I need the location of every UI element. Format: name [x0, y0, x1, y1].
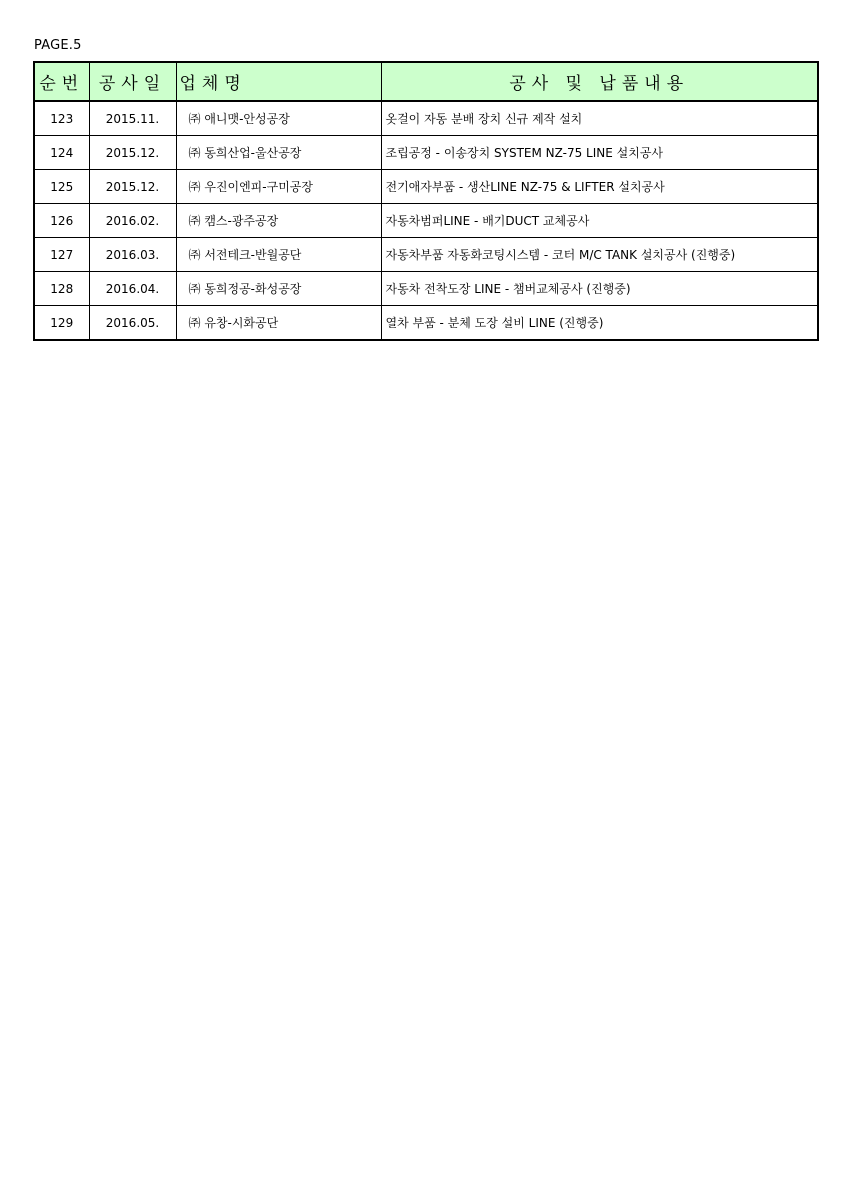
cell-company: ㈜ 서전테크-반월공단 — [176, 238, 381, 272]
page-label: PAGE.5 — [34, 38, 82, 53]
table-row — [34, 136, 818, 170]
cell-company: ㈜ 우진이엔피-구미공장 — [176, 170, 381, 204]
cell-number: 123 — [34, 101, 89, 136]
cell-number: 127 — [34, 238, 89, 272]
cell-date: 2016.02. — [89, 204, 176, 238]
project-records-table — [33, 61, 819, 341]
cell-company: ㈜ 애니맷-안성공장 — [176, 101, 381, 136]
cell-number: 126 — [34, 204, 89, 238]
table-row — [34, 238, 818, 272]
cell-description: 전기애자부품 - 생산LINE NZ-75 & LIFTER 설치공사 — [381, 170, 818, 204]
cell-number: 128 — [34, 272, 89, 306]
cell-date: 2016.03. — [89, 238, 176, 272]
table-row — [34, 101, 818, 136]
cell-company: ㈜ 유창-시화공단 — [176, 306, 381, 341]
cell-company: ㈜ 동희정공-화성공장 — [176, 272, 381, 306]
table-row — [34, 170, 818, 204]
cell-description: 자동차범퍼LINE - 배기DUCT 교체공사 — [381, 204, 818, 238]
cell-description: 자동차부품 자동화코팅시스템 - 코터 M/C TANK 설치공사 (진행중) — [381, 238, 818, 272]
cell-description: 옷걸이 자동 분배 장치 신규 제작 설치 — [381, 101, 818, 136]
header-number: 순번 — [34, 62, 89, 101]
table-row — [34, 272, 818, 306]
cell-company: ㈜ 캠스-광주공장 — [176, 204, 381, 238]
cell-description: 열차 부품 - 분체 도장 설비 LINE (진행중) — [381, 306, 818, 341]
cell-description: 조립공정 - 이송장치 SYSTEM NZ-75 LINE 설치공사 — [381, 136, 818, 170]
header-date: 공사일 — [89, 62, 176, 101]
header-company: 업체명 — [176, 62, 381, 101]
cell-number: 129 — [34, 306, 89, 341]
cell-number: 125 — [34, 170, 89, 204]
header-description: 공사 및 납품내용 — [381, 62, 818, 101]
table-row — [34, 306, 818, 341]
table-row — [34, 204, 818, 238]
cell-date: 2015.11. — [89, 101, 176, 136]
cell-date: 2016.05. — [89, 306, 176, 341]
cell-date: 2016.04. — [89, 272, 176, 306]
cell-date: 2015.12. — [89, 136, 176, 170]
cell-company: ㈜ 동희산업-울산공장 — [176, 136, 381, 170]
table-header-row — [34, 62, 818, 101]
cell-number: 124 — [34, 136, 89, 170]
cell-description: 자동차 전착도장 LINE - 챔버교체공사 (진행중) — [381, 272, 818, 306]
cell-date: 2015.12. — [89, 170, 176, 204]
